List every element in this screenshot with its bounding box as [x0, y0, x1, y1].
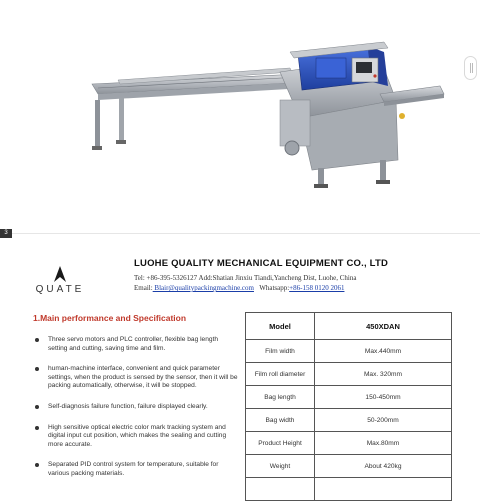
table-row — [246, 386, 452, 409]
company-name: LUOHE QUALITY MECHANICAL EQUIPMENT CO., LTD — [134, 258, 389, 269]
table-row — [246, 478, 452, 501]
table-cell: Bag width — [246, 409, 315, 432]
list-item: Separated PID control system for temperature, suitable for various packing materials. — [34, 461, 239, 478]
table-cell: Weight — [246, 455, 315, 478]
section-title: 1.Main performance and Specification — [33, 313, 187, 323]
spec-table — [245, 312, 452, 501]
table-cell: Max.440mm — [315, 340, 452, 363]
bullet-icon — [35, 367, 39, 371]
table-cell — [315, 478, 452, 501]
list-item: Three servo motors and PLC controller, flexible bag length setting and cutting, saving time and film. — [34, 336, 239, 353]
list-item: human-machine interface, convenient and quick parameter settings, when the product is sensed by the sensor, then it will be packing automatically, otherwise, it will be stopped. — [34, 365, 239, 391]
table-header-cell: 450XDAN — [315, 313, 452, 340]
whatsapp-label: Whatsapp: — [259, 284, 290, 292]
list-item: High sensitive optical electric color mark tracking system and digital input cut position, which makes the sealing and cutting more accurate. — [34, 424, 239, 450]
table-cell: Product Height — [246, 432, 315, 455]
page-divider — [0, 233, 480, 234]
whatsapp-link[interactable]: +86-158 0120 2061 — [289, 284, 345, 292]
email-label: Email: — [134, 284, 153, 292]
table-cell: 150-450mm — [315, 386, 452, 409]
bullet-icon — [35, 338, 39, 342]
list-item: Self-diagnosis failure function, failure displayed clearly. — [34, 403, 239, 412]
logo-mark-icon — [30, 264, 90, 286]
product-photo — [0, 0, 480, 228]
company-logo — [30, 264, 90, 304]
table-row — [246, 363, 452, 386]
table-cell: About 420kg — [315, 455, 452, 478]
table-row — [246, 340, 452, 363]
email-link[interactable]: Blair@qualitypackingmachine.com — [152, 284, 254, 292]
table-cell: Max. 320mm — [315, 363, 452, 386]
table-cell: Bag length — [246, 386, 315, 409]
logo-text: QUATE — [35, 284, 85, 295]
table-row — [246, 409, 452, 432]
table-cell — [246, 478, 315, 501]
bullet-icon — [35, 463, 39, 467]
page-number-badge: 3 — [0, 229, 12, 238]
table-cell: 50-200mm — [315, 409, 452, 432]
packing-machine-image — [0, 0, 480, 228]
table-cell: Max.80mm — [315, 432, 452, 455]
contact-tel-address: Tel: +86-395-5326127 Add:Shatian Jinxiu Tiandi,Yancheng Dist, Luohe, China — [134, 274, 357, 282]
bullet-icon — [35, 405, 39, 409]
scroll-handle[interactable] — [464, 56, 477, 80]
table-header-row — [246, 313, 452, 340]
contact-email-whatsapp — [134, 284, 344, 292]
feature-list — [34, 336, 239, 491]
table-cell: Film width — [246, 340, 315, 363]
bullet-icon — [35, 426, 39, 430]
table-header-cell: Model — [246, 313, 315, 340]
table-cell: Film roll diameter — [246, 363, 315, 386]
table-row — [246, 432, 452, 455]
table-row — [246, 455, 452, 478]
